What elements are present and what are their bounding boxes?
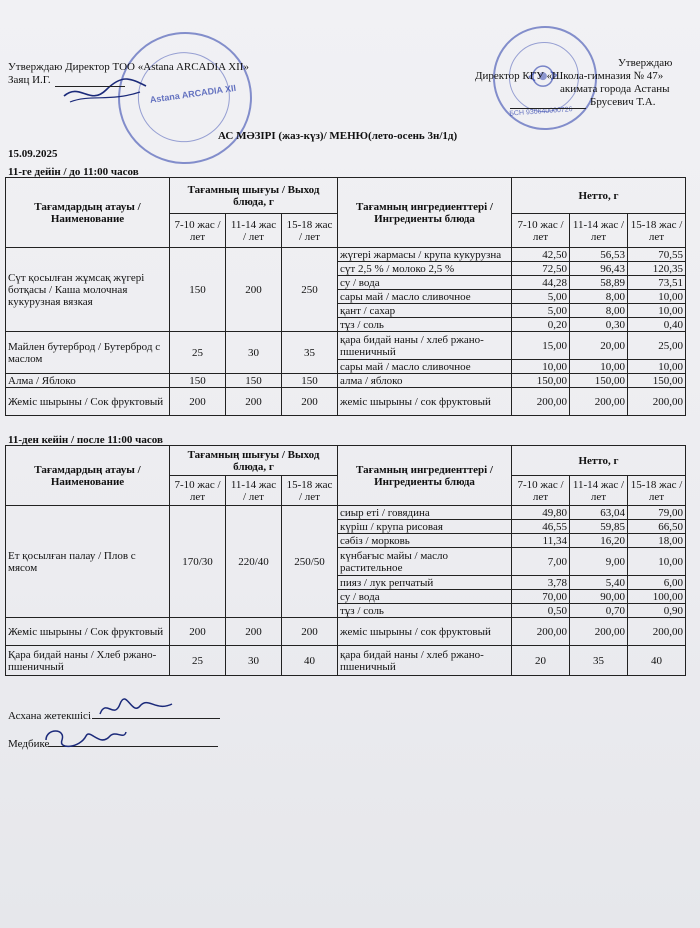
netto-value: 70,00 (512, 590, 570, 604)
ingredient-name: сары май / масло сливочное (338, 360, 512, 374)
header-output: Тағамның шығуы / Выход блюда, г (170, 178, 338, 214)
dish-name: Жеміс шырыны / Сок фруктовый (6, 618, 170, 646)
netto-value: 73,51 (628, 276, 686, 290)
header-age: 11-14 жас / лет (226, 476, 282, 506)
netto-value: 200,00 (570, 618, 628, 646)
dish-output: 200 (170, 388, 226, 416)
netto-value: 200,00 (628, 618, 686, 646)
netto-value: 10,00 (512, 360, 570, 374)
ingredient-name: күріш / крупа рисовая (338, 520, 512, 534)
netto-value: 200,00 (628, 388, 686, 416)
table-row (6, 388, 686, 416)
dish-output: 200 (226, 388, 282, 416)
header-age: 7-10 жас / лет (170, 476, 226, 506)
left-approve: Утверждаю Директор ТОО «Astana ARCADIA XII» (8, 61, 249, 73)
netto-value: 11,34 (512, 534, 570, 548)
netto-value: 200,00 (570, 388, 628, 416)
netto-value: 20,00 (570, 332, 628, 360)
netto-value: 6,00 (628, 576, 686, 590)
dish-output: 200 (226, 248, 282, 332)
dish-output: 150 (170, 374, 226, 388)
dish-output: 250/50 (282, 506, 338, 618)
header-age: 11-14 жас / лет (570, 476, 628, 506)
ingredient-name: күнбағыс майы / масло растительное (338, 548, 512, 576)
table-row (6, 374, 686, 388)
table-row (6, 332, 686, 360)
ingredient-name: сиыр еті / говядина (338, 506, 512, 520)
ingredient-name: жеміс шырыны / сок фруктовый (338, 388, 512, 416)
dish-output: 25 (170, 646, 226, 676)
table-row (6, 248, 686, 262)
dish-output: 30 (226, 332, 282, 374)
dish-name: Ет қосылған палау / Плов с мясом (6, 506, 170, 618)
ingredient-name: су / вода (338, 590, 512, 604)
dish-output: 200 (226, 618, 282, 646)
netto-value: 10,00 (628, 360, 686, 374)
header-age: 11-14 жас / лет (570, 214, 628, 248)
dish-output: 40 (282, 646, 338, 676)
table-row (6, 506, 686, 520)
netto-value: 0,30 (570, 318, 628, 332)
header-age: 7-10 жас / лет (512, 214, 570, 248)
ingredient-name: сүт 2,5 % / молоко 2,5 % (338, 262, 512, 276)
dish-output: 200 (282, 618, 338, 646)
dish-output: 150 (170, 248, 226, 332)
netto-value: 200,00 (512, 388, 570, 416)
header-age: 15-18 жас / лет (282, 476, 338, 506)
netto-value: 49,80 (512, 506, 570, 520)
right-akimat: акимата города Астаны (560, 83, 670, 95)
netto-value: 15,00 (512, 332, 570, 360)
dish-output: 150 (226, 374, 282, 388)
right-approver-name: Брусевич Т.А. (590, 96, 656, 108)
netto-value: 3,78 (512, 576, 570, 590)
netto-value: 44,28 (512, 276, 570, 290)
netto-value: 5,00 (512, 290, 570, 304)
ingredient-name: жүгері жармасы / крупа кукурузна (338, 248, 512, 262)
dish-output: 30 (226, 646, 282, 676)
netto-value: 5,00 (512, 304, 570, 318)
netto-value: 150,00 (570, 374, 628, 388)
right-stamp-text: БСН 930640000726 (509, 106, 573, 118)
netto-value: 100,00 (628, 590, 686, 604)
ingredient-name: қант / сахар (338, 304, 512, 318)
nurse-signature (40, 722, 130, 754)
netto-value: 63,04 (570, 506, 628, 520)
right-approve: Утверждаю (618, 57, 673, 69)
netto-value: 5,40 (570, 576, 628, 590)
left-signature (60, 72, 150, 108)
section1-title: 11-ге дейін / до 11:00 часов (8, 166, 139, 178)
cook-label: Асхана жетекшісі (8, 710, 91, 722)
header-name: Тағамдардың атауы / Наименование (6, 178, 170, 248)
netto-value: 10,00 (628, 548, 686, 576)
dish-name: Жеміс шырыны / Сок фруктовый (6, 388, 170, 416)
netto-value: 0,20 (512, 318, 570, 332)
dish-output: 250 (282, 248, 338, 332)
dish-output: 220/40 (226, 506, 282, 618)
header-netto: Нетто, г (512, 446, 686, 476)
ingredient-name: тұз / соль (338, 318, 512, 332)
nurse-label: Медбике (8, 738, 50, 750)
dish-output: 200 (282, 388, 338, 416)
menu-table-before-11 (5, 177, 686, 416)
dish-name: Сүт қосылған жұмсақ жүгері ботқасы / Каша молочная кукурузная вязкая (6, 248, 170, 332)
dish-output: 170/30 (170, 506, 226, 618)
netto-value: 150,00 (512, 374, 570, 388)
netto-value: 200,00 (512, 618, 570, 646)
netto-value: 90,00 (570, 590, 628, 604)
header-ingredients: Тағамның ингредиенттері / Ингредиенты блюда (338, 178, 512, 248)
ingredient-name: сары май / масло сливочное (338, 290, 512, 304)
ingredient-name: алма / яблоко (338, 374, 512, 388)
header-output: Тағамның шығуы / Выход блюда, г (170, 446, 338, 476)
dish-output: 25 (170, 332, 226, 374)
header-ingredients: Тағамның ингредиенттері / Ингредиенты блюда (338, 446, 512, 506)
ingredient-name: сәбіз / морковь (338, 534, 512, 548)
ingredient-name: қара бидай наны / хлеб ржано-пшеничный (338, 646, 512, 676)
netto-value: 120,35 (628, 262, 686, 276)
dish-output: 200 (170, 618, 226, 646)
ingredient-name: су / вода (338, 276, 512, 290)
netto-value: 96,43 (570, 262, 628, 276)
header-age: 15-18 жас / лет (628, 214, 686, 248)
header-netto: Нетто, г (512, 178, 686, 214)
netto-value: 10,00 (628, 290, 686, 304)
table-row (6, 618, 686, 646)
netto-value: 9,00 (570, 548, 628, 576)
netto-value: 10,00 (628, 304, 686, 318)
netto-value: 66,50 (628, 520, 686, 534)
ingredient-name: тұз / соль (338, 604, 512, 618)
menu-table-after-11 (5, 445, 686, 676)
netto-value: 46,55 (512, 520, 570, 534)
document-title: АС МӘЗІРІ (жаз-күз)/ МЕНЮ(лето-осень 3н/1д) (218, 130, 458, 142)
netto-value: 58,89 (570, 276, 628, 290)
left-signature-line (55, 86, 125, 87)
left-stamp-text: Astana ARCADIA XII (149, 82, 237, 105)
header-age: 7-10 жас / лет (170, 214, 226, 248)
netto-value: 16,20 (570, 534, 628, 548)
netto-value: 72,50 (512, 262, 570, 276)
netto-value: 42,50 (512, 248, 570, 262)
netto-value: 0,70 (570, 604, 628, 618)
header-age: 15-18 жас / лет (282, 214, 338, 248)
dish-name: Майлен бутерброд / Бутерброд с маслом (6, 332, 170, 374)
header-age: 7-10 жас / лет (512, 476, 570, 506)
netto-value: 10,00 (570, 360, 628, 374)
netto-value: 25,00 (628, 332, 686, 360)
ingredient-name: қара бидай наны / хлеб ржано-пшеничный (338, 332, 512, 360)
netto-value: 0,90 (628, 604, 686, 618)
netto-value: 70,55 (628, 248, 686, 262)
right-signature-line (510, 108, 586, 109)
netto-value: 18,00 (628, 534, 686, 548)
table-row (6, 646, 686, 676)
netto-value: 79,00 (628, 506, 686, 520)
ingredient-name: пияз / лук репчатый (338, 576, 512, 590)
header-age: 15-18 жас / лет (628, 476, 686, 506)
netto-value: 20 (512, 646, 570, 676)
netto-value: 8,00 (570, 304, 628, 318)
cook-signature (96, 696, 176, 722)
netto-value: 0,40 (628, 318, 686, 332)
netto-value: 56,53 (570, 248, 628, 262)
netto-value: 40 (628, 646, 686, 676)
netto-value: 35 (570, 646, 628, 676)
ingredient-name: жеміс шырыны / сок фруктовый (338, 618, 512, 646)
netto-value: 8,00 (570, 290, 628, 304)
section2-title: 11-ден кейін / после 11:00 часов (8, 434, 163, 446)
header-name: Тағамдардың атауы / Наименование (6, 446, 170, 506)
left-approver-name: Заяц И.Г. (8, 74, 51, 86)
document-date: 15.09.2025 (8, 148, 58, 160)
dish-name: Қара бидай наны / Хлеб ржано-пшеничный (6, 646, 170, 676)
right-director: Директор КГУ «Школа-гимназия № 47» (475, 70, 664, 82)
netto-value: 0,50 (512, 604, 570, 618)
netto-value: 150,00 (628, 374, 686, 388)
netto-value: 59,85 (570, 520, 628, 534)
dish-name: Алма / Яблоко (6, 374, 170, 388)
dish-output: 35 (282, 332, 338, 374)
dish-output: 150 (282, 374, 338, 388)
header-age: 11-14 жас / лет (226, 214, 282, 248)
netto-value: 7,00 (512, 548, 570, 576)
